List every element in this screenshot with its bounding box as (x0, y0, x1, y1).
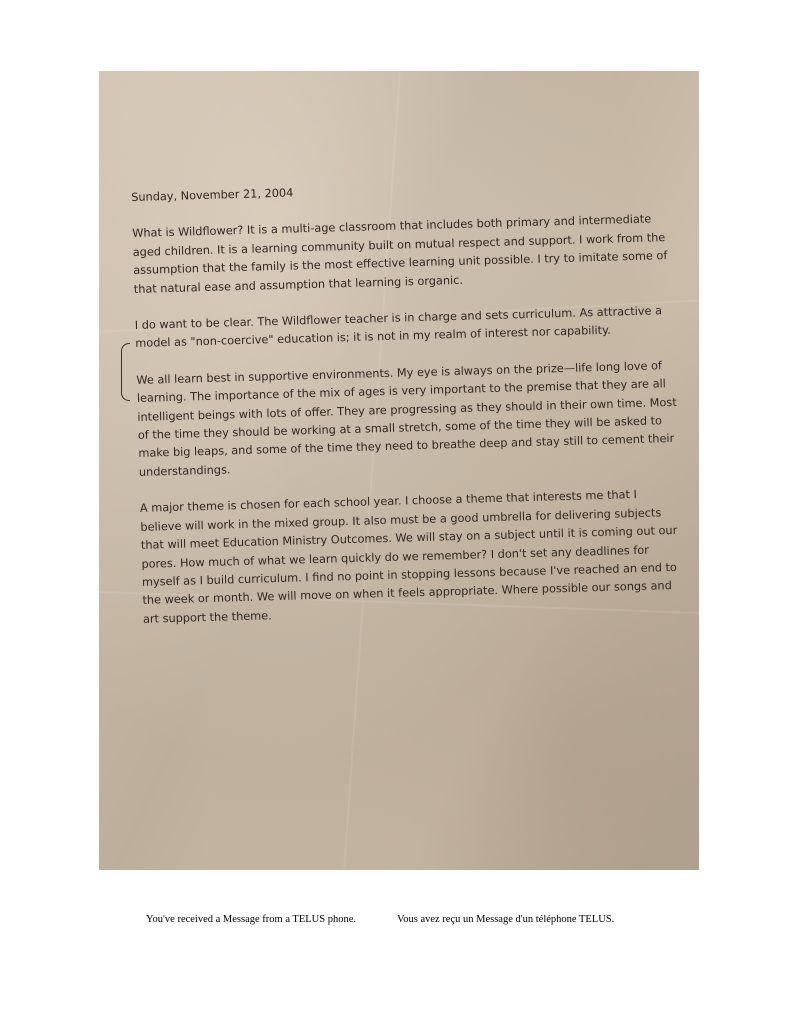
scanned-letter-photo (99, 71, 699, 870)
letter-paragraph: We all learn best in supportive environments. My eye is always on the prize—life long love of learning. The importance of the mix of ages is very important to the premise that they are all intelligent beings with lots of offer. They are progressing as they should in their own time. Most of the time they should be working at a small stretch, some of the time they will be asked to make big leaps, and some of the time they need to breathe deep and stay still to cement their understandings. (136, 359, 677, 479)
footer-message-french: Vous avez reçu un Message d'un téléphone TELUS. (397, 914, 615, 925)
letter-body (131, 174, 684, 647)
letter-paragraph: A major theme is chosen for each school year. I choose a theme that interests me that I believe will work in the mixed group. It also must be a good umbrella for delivering subjects that will meet Education Ministry Outcomes. We will stay on a subject until it is coming out our pores. How much of what we learn quickly do we remember? I don't set any deadlines for myself as I build curriculum. I find no point in stopping lessons because I've reached an end to the week or month. We will move on when it feels appropriate. Where possible our songs and art support the theme. (139, 488, 678, 626)
letter-paragraph: What is Wildflower? It is a multi-age classroom that includes both primary and intermediate aged children. It is a learning community built on mutual respect and support. I work from the assumption that the family is the most effective learning unit possible. I try to imitate some of that natural ease and assumption that learning is organic. (132, 212, 668, 296)
letter-paragraph: I do want to be clear. The Wildflower teacher is in charge and sets curriculum. As attractive a model as "non-coercive" education is; it is not in my realm of interest nor capability. (134, 304, 663, 351)
letter-date: Sunday, November 21, 2004 (131, 186, 294, 204)
handwritten-bracket (121, 343, 130, 401)
footer-message-english: You've received a Message from a TELUS phone. (146, 914, 356, 925)
